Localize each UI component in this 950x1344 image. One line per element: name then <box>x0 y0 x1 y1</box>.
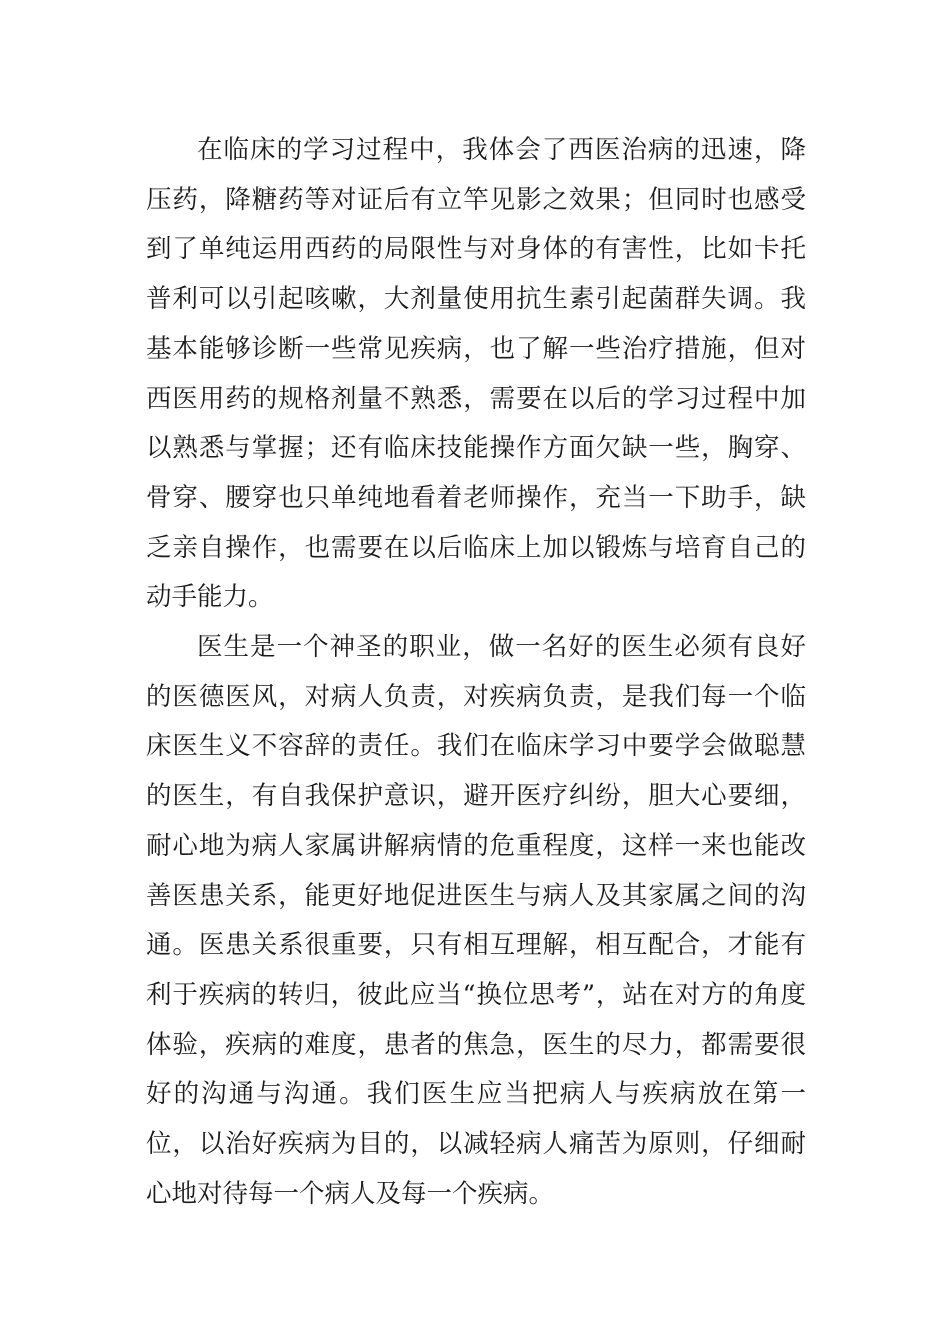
paragraph-doctor-profession: 医生是一个神圣的职业，做一名好的医生必须有良好的医德医风，对病人负责，对疾病负责，是我们每一个临床医生义不容辞的责任。我们在临床学习中要学会做聪慧的医生，有自我保护意识，避开医疗纠纷，胆大心要细，耐心地为病人家属讲解病情的危重程度，这样一来也能改善医患关系，能更好地促进医生与病人及其家属之间的沟通。医患关系很重要，只有相互理解，相互配合，才能有利于疾病的转归，彼此应当“换位思考”，站在对方的角度体验，疾病的难度，患者的焦急，医生的尽力，都需要很好的沟通与沟通。我们医生应当把病人与疾病放在第一位，以治好疾病为目的，以减轻病人痛苦为原则，仔细耐心地对待每一个病人及每一个疾病。 <box>146 632 806 1209</box>
paragraph-clinical-learning: 在临床的学习过程中，我体会了西医治病的迅速，降压药，降糖药等对证后有立竿见影之效果；但同时也感受到了单纯运用西药的局限性与对身体的有害性，比如卡托普利可以引起咳嗽，大剂量使用抗生素引起菌群失调。我基本能够诊断一些常见疾病，也了解一些治疗措施，但对西医用药的规格剂量不熟悉，需要在以后的学习过程中加以熟悉与掌握；还有临床技能操作方面欠缺一些，胸穿、骨穿、腰穿也只单纯地看着老师操作，充当一下助手，缺乏亲自操作，也需要在以后临床上加以锻炼与培育自己的动手能力。 <box>146 135 806 613</box>
document-body <box>146 126 806 1219</box>
